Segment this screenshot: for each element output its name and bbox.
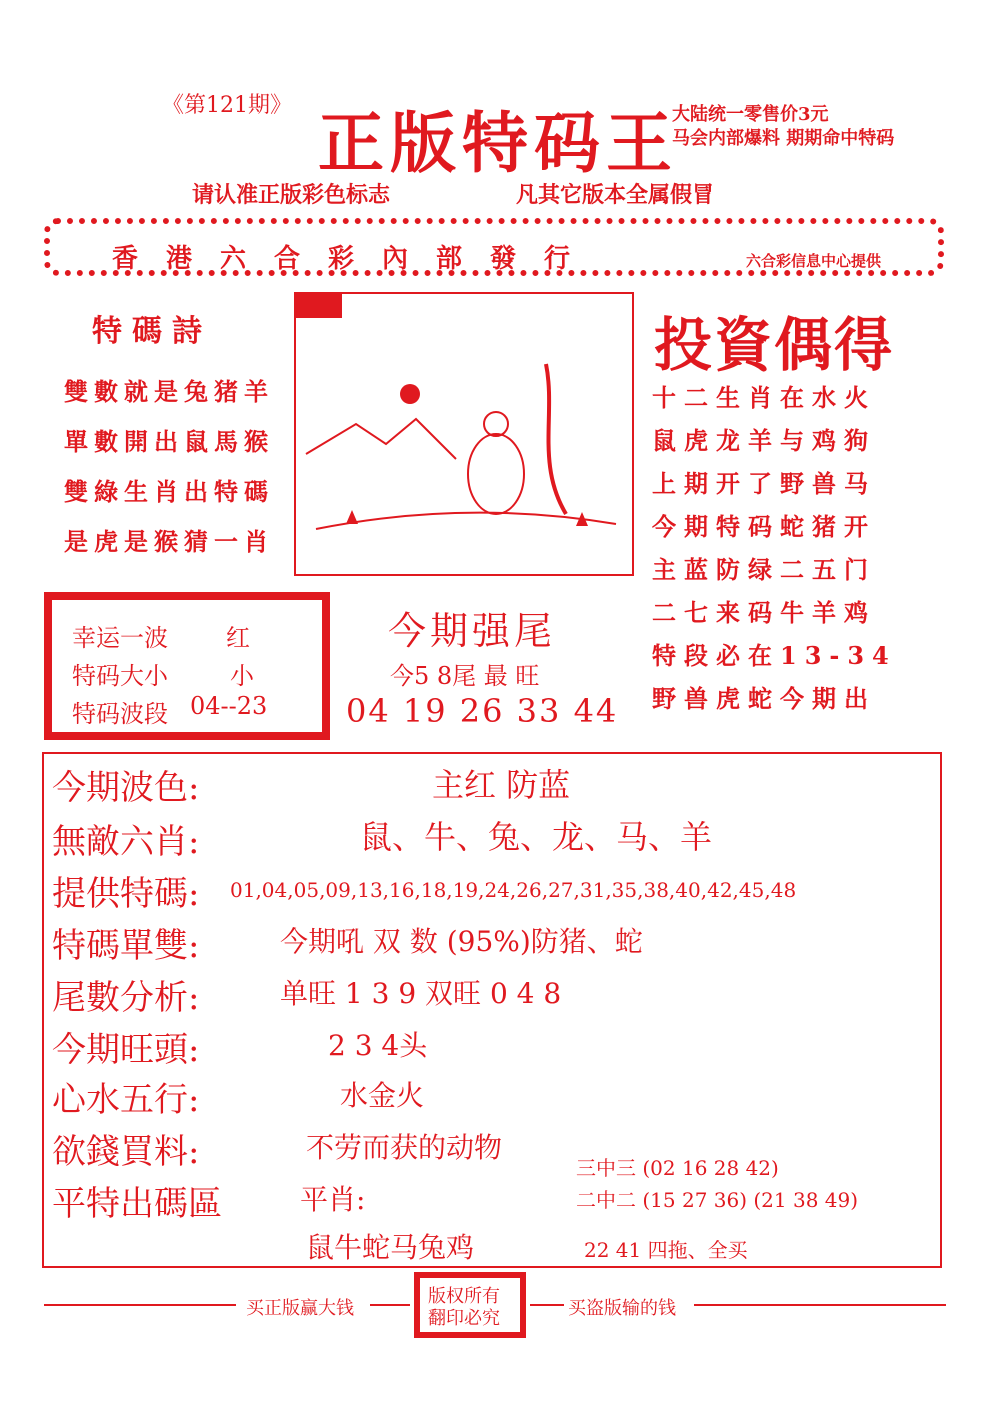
color-label: 今期波色:: [52, 768, 200, 808]
footer-divider-left: [44, 1304, 236, 1306]
issue-number: 《第121期》: [162, 93, 292, 118]
strong-tail-numbers: 04 19 26 33 44: [346, 692, 619, 730]
six-animals-value: 鼠、牛、兔、龙、马、羊: [360, 818, 713, 856]
lucky-size-value: 小: [230, 662, 254, 690]
price-text: 大陆统一零售价3元: [672, 104, 829, 125]
footer-right-text: 买盗版输的钱: [568, 1298, 676, 1319]
footer-left-text: 买正版赢大钱: [246, 1298, 354, 1319]
verse-line: 上期开了野兽马: [652, 469, 876, 498]
poem-line: 單數開出鼠馬猴: [64, 427, 274, 456]
poem-line: 是虎是猴猜一肖: [64, 527, 274, 556]
verse-line: 十二生肖在水火: [652, 383, 876, 412]
strong-tail-sub: 今5 8尾 最 旺: [390, 662, 540, 690]
footer-divider-mid-left: [370, 1304, 410, 1306]
verse-line: 二七来码牛羊鸡: [652, 598, 876, 627]
six-animals-label: 無敵六肖:: [52, 822, 200, 862]
footer-divider-mid-right: [530, 1304, 564, 1306]
lucky-range-label: 特码波段: [72, 700, 168, 728]
brand-title: 正版特码王: [318, 104, 678, 182]
mountain-icon: [306, 419, 456, 459]
strong-tail-title: 今期强尾: [388, 609, 557, 653]
odd-even-label: 特碼單雙:: [52, 926, 200, 966]
tagline-text: 马会内部爆料 期期命中特码: [672, 128, 895, 149]
invest-title: 投資偶得: [654, 311, 895, 379]
special-label: 提供特碼:: [52, 874, 200, 914]
copyright-line2: 翻印必究: [428, 1308, 500, 1329]
counterfeit-notice: 凡其它版本全属假冒: [516, 182, 715, 208]
five-elements-label: 心水五行:: [52, 1080, 200, 1120]
verse-line: 主蓝防绿二五门: [652, 555, 876, 584]
head-value: 2 3 4头: [328, 1029, 428, 1062]
buy-label: 欲錢買料:: [52, 1132, 200, 1172]
ground-icon: [316, 513, 616, 529]
head-label: 今期旺頭:: [52, 1030, 200, 1070]
verse-line: 野兽虎蛇今期出: [652, 684, 876, 713]
special-value: 01,04,05,09,13,16,18,19,24,26,27,31,35,38,40,42,45,48: [230, 878, 797, 902]
authentic-notice: 请认准正版彩色标志: [192, 182, 391, 208]
footer-divider-right: [694, 1304, 946, 1306]
issuer-text: 香港六合彩內部發行: [112, 244, 599, 274]
monkey-illustration: [296, 294, 632, 574]
lucky-range-value: 04--23: [190, 692, 268, 720]
provider-text: 六合彩信息中心提供: [746, 252, 882, 270]
sun-icon: [400, 384, 420, 404]
verse-line: 特段必在13-34: [652, 641, 897, 670]
tail-value: 单旺 1 3 9 双旺 0 4 8: [280, 977, 562, 1010]
buy-value: 不劳而获的动物: [306, 1131, 503, 1164]
poem-line: 雙綠生肖出特碼: [64, 477, 274, 506]
combo-text: 22 41 四拖、全买: [584, 1238, 748, 1262]
color-value: 主红 防蓝: [432, 766, 571, 804]
verse-line: 鼠虎龙羊与鸡狗: [652, 426, 876, 455]
flat-value: 平肖:: [300, 1183, 366, 1216]
lucky-wave-value: 红: [226, 624, 250, 652]
three-hit: 三中三 (02 16 28 42): [576, 1156, 779, 1180]
flat-label: 平特出碼區: [52, 1184, 222, 1224]
verse-line: 今期特码蛇猪开: [652, 512, 876, 541]
lucky-wave-label: 幸运一波: [72, 624, 168, 652]
poem-line: 雙數就是兔猪羊: [64, 377, 274, 406]
monkey-icon: [468, 434, 524, 514]
tail-label: 尾數分析:: [52, 978, 200, 1018]
copyright-line1: 版权所有: [428, 1286, 500, 1307]
odd-even-value: 今期吼 双 数 (95%)防猪、蛇: [280, 925, 643, 958]
lucky-size-label: 特码大小: [72, 662, 168, 690]
poem-title: 特碼詩: [92, 314, 212, 349]
stamp-icon: [296, 294, 342, 318]
two-hit: 二中二 (15 27 36) (21 38 49): [576, 1188, 859, 1212]
tree-icon: [546, 364, 566, 514]
flat-animals: 鼠牛蛇马兔鸡: [306, 1231, 475, 1264]
five-elements-value: 水金火: [340, 1079, 425, 1112]
illustration-frame: [294, 292, 634, 576]
